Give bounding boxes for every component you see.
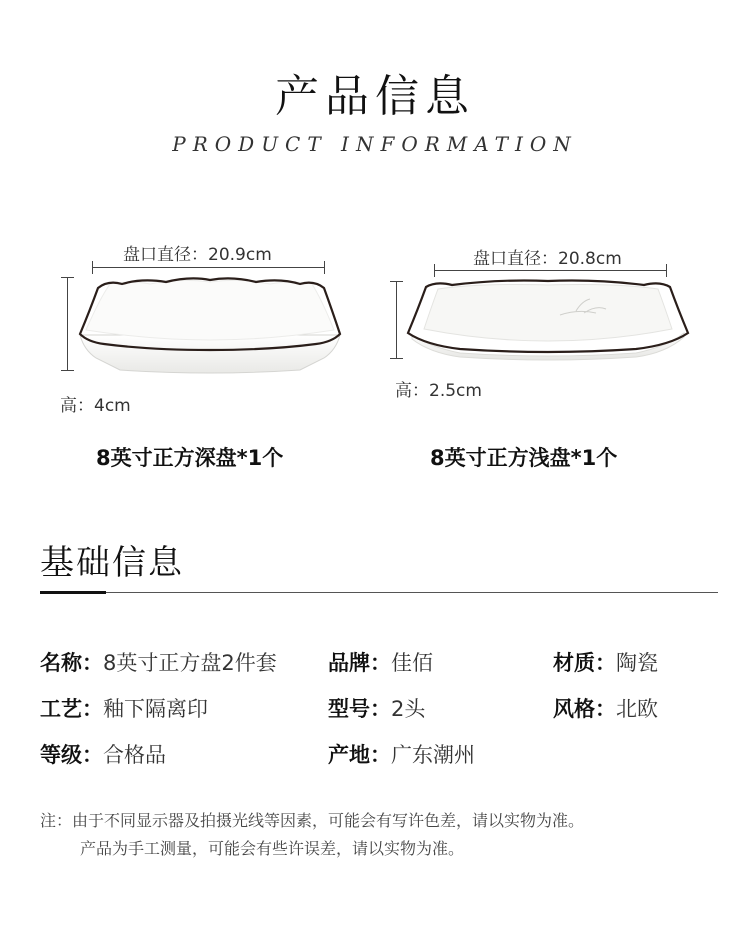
spec-key: 等级： xyxy=(40,743,103,767)
spec-key: 品牌： xyxy=(328,651,391,675)
height-label: 高：2.5cm xyxy=(395,381,482,401)
spec-value: 釉下隔离印 xyxy=(103,697,208,721)
spec-brand xyxy=(328,647,433,677)
section-title: 基础信息 xyxy=(40,543,184,583)
spec-origin xyxy=(328,739,475,769)
section-divider xyxy=(40,592,718,593)
note-line-1: 注：由于不同显示器及拍摄光线等因素，可能会有写许色差，请以实物为准。 xyxy=(40,811,585,830)
diameter-line xyxy=(92,267,325,268)
spec-key: 型号： xyxy=(328,697,391,721)
spec-value: 2头 xyxy=(391,697,426,721)
spec-key: 材质： xyxy=(553,651,616,675)
product-name: 8英寸正方浅盘*1个 xyxy=(430,446,618,470)
product-name: 8英寸正方深盘*1个 xyxy=(96,446,284,470)
height-line xyxy=(396,281,397,359)
spec-value: 佳佰 xyxy=(391,651,433,675)
shallow-plate-image xyxy=(400,275,695,365)
diameter-line xyxy=(434,270,667,271)
deep-plate-image xyxy=(70,270,350,380)
spec-value: 8英寸正方盘2件套 xyxy=(103,651,277,675)
spec-name xyxy=(40,647,277,677)
page-subtitle: PRODUCT INFORMATION xyxy=(172,132,578,156)
diameter-label: 盘口直径：20.9cm xyxy=(123,245,272,265)
note-line-2: 产品为手工测量，可能会有些许误差，请以实物为准。 xyxy=(80,839,465,858)
section-divider-accent xyxy=(40,591,106,594)
spec-grade xyxy=(40,739,166,769)
spec-key: 工艺： xyxy=(40,697,103,721)
spec-model xyxy=(328,693,425,723)
spec-material xyxy=(553,647,658,677)
height-line xyxy=(67,277,68,371)
diameter-label: 盘口直径：20.8cm xyxy=(473,249,622,269)
spec-value: 北欧 xyxy=(616,697,658,721)
spec-key: 产地： xyxy=(328,743,391,767)
spec-value: 合格品 xyxy=(103,743,166,767)
spec-craft xyxy=(40,693,208,723)
height-label: 高：4cm xyxy=(60,396,131,416)
spec-value: 广东潮州 xyxy=(391,743,475,767)
spec-style xyxy=(553,693,658,723)
spec-key: 风格： xyxy=(553,697,616,721)
page-title: 产品信息 xyxy=(275,71,475,122)
spec-value: 陶瓷 xyxy=(616,651,658,675)
spec-key: 名称： xyxy=(40,651,103,675)
